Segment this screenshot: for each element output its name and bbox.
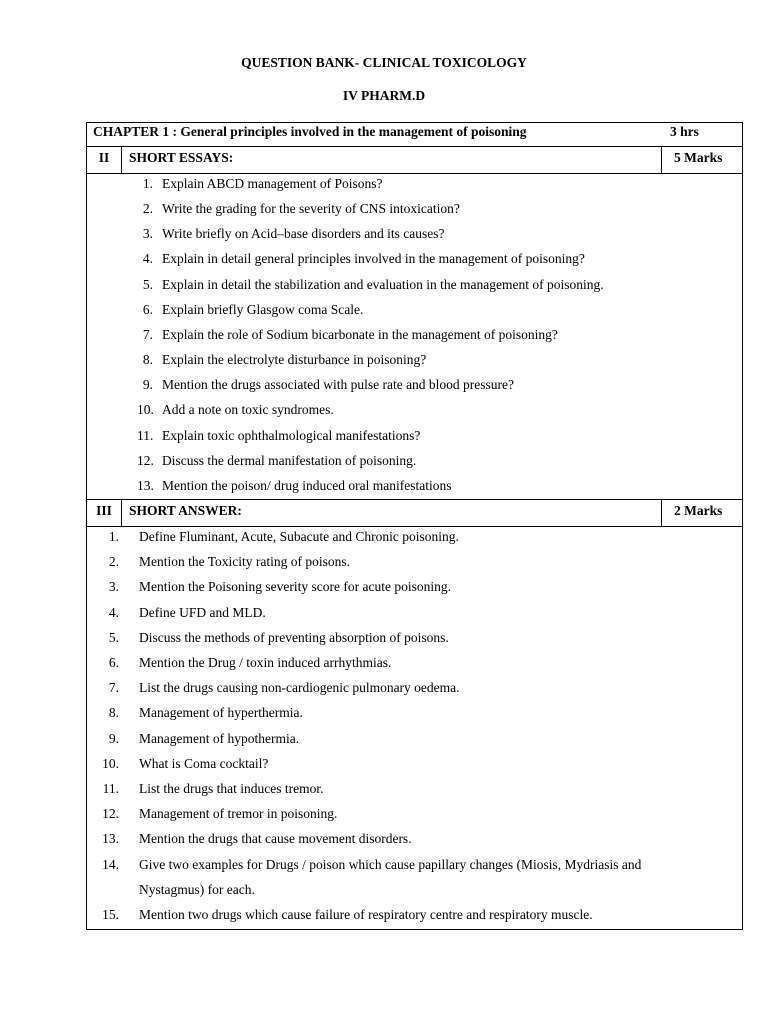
item-text: Write briefly on Acid–base disorders and its causes? (162, 226, 445, 242)
list-item (87, 201, 737, 219)
list-item (87, 478, 737, 496)
list-item (87, 705, 737, 723)
item-text: Management of hypothermia. (139, 730, 300, 746)
item-number: 3. (108, 579, 119, 595)
list-item (87, 428, 737, 446)
list-item (87, 856, 737, 897)
item-text: List the drugs that induces tremor. (139, 781, 324, 796)
column-divider (121, 499, 122, 526)
item-text: Discuss the methods of preventing absorption of poisons. (139, 629, 449, 645)
list-item (87, 453, 737, 471)
list-item (87, 251, 737, 269)
item-text: Give two examples for Drugs / poison which cause papillary changes (Miosis, Mydriasis and (139, 856, 642, 872)
item-number: 12. (137, 452, 154, 468)
list-item (87, 781, 737, 799)
item-text: List the drugs causing non-cardiogenic pulmonary oedema. (139, 680, 460, 696)
list-item (87, 756, 737, 774)
row-divider (87, 499, 742, 500)
chapter-duration: 3 hrs (670, 124, 699, 139)
section-marks: 2 Marks (674, 503, 723, 518)
item-text: Define Fluminant, Acute, Subacute and Chronic poisoning. (139, 529, 459, 544)
list-item (87, 605, 737, 623)
section-marks: 5 Marks (674, 150, 723, 165)
item-text: Mention the Drug / toxin induced arrhythmias. (139, 655, 392, 670)
list-item (87, 655, 737, 673)
item-number: 15. (102, 907, 119, 922)
item-number: 7. (142, 326, 153, 342)
item-text: Mention the drugs associated with pulse rate and blood pressure? (162, 377, 515, 393)
item-text: Explain briefly Glasgow coma Scale. (162, 301, 364, 317)
list-item (87, 731, 737, 749)
item-number: 5. (108, 629, 119, 645)
item-number: 5. (142, 276, 153, 292)
item-text: Explain in detail general principles involved in the management of poisoning? (162, 251, 585, 267)
item-number: 6. (142, 301, 153, 317)
item-number: 1. (108, 529, 119, 544)
section-roman-numeral: II (98, 150, 110, 165)
row-divider (87, 146, 742, 147)
item-text: What is Coma cocktail? (139, 755, 269, 771)
item-text: Mention the Toxicity rating of poisons. (139, 554, 351, 570)
item-number: 12. (102, 806, 119, 822)
item-text: Define UFD and MLD. (139, 604, 266, 620)
item-number: 3. (142, 226, 153, 242)
list-item (87, 277, 737, 295)
list-item (87, 806, 737, 824)
row-divider (87, 173, 742, 174)
item-text: Management of tremor in poisoning. (139, 806, 338, 822)
item-text: Management of hyperthermia. (139, 705, 303, 721)
item-number: 10. (137, 402, 154, 418)
item-number: 13. (102, 831, 119, 847)
item-text: Explain ABCD management of Poisons? (162, 176, 383, 191)
item-number: 6. (108, 655, 119, 670)
item-number: 10. (102, 755, 119, 771)
item-text: Explain the electrolyte disturbance in poisoning? (162, 352, 427, 368)
item-text: Explain toxic ophthalmological manifestations? (162, 427, 421, 443)
list-item (87, 529, 737, 547)
item-text: Explain the role of Sodium bicarbonate in the management of poisoning? (162, 326, 558, 342)
list-item (87, 377, 737, 395)
item-text: Write the grading for the severity of CNS intoxication? (162, 201, 460, 217)
column-divider (121, 146, 122, 173)
row-divider (87, 526, 742, 527)
list-item (87, 402, 737, 420)
document-title: QUESTION BANK- CLINICAL TOXICOLOGY (241, 55, 527, 70)
section-roman-numeral: III (96, 503, 112, 518)
list-item (87, 176, 737, 194)
item-number: 4. (142, 251, 153, 267)
item-number: 9. (142, 377, 153, 393)
list-item (87, 579, 737, 597)
item-text: Add a note on toxic syndromes. (162, 402, 334, 418)
item-number: 9. (108, 730, 119, 746)
item-number: 2. (108, 554, 119, 570)
chapter-title: CHAPTER 1 : General principles involved in the management of poisoning (93, 124, 527, 139)
section-heading-short-essays: SHORT ESSAYS: (129, 150, 234, 165)
list-item (87, 907, 737, 925)
list-item (87, 630, 737, 648)
list-item (87, 554, 737, 572)
question-table (86, 122, 743, 930)
document-subtitle: IV PHARM.D (342, 88, 426, 103)
item-number: 7. (108, 680, 119, 696)
item-text: Discuss the dermal manifestation of poisoning. (162, 452, 417, 468)
list-item (87, 680, 737, 698)
item-text: Mention two drugs which cause failure of respiratory centre and respiratory muscle. (139, 907, 593, 922)
item-number: 13. (137, 477, 154, 493)
item-number: 2. (142, 201, 153, 217)
list-item (87, 352, 737, 370)
item-number: 4. (108, 604, 119, 620)
item-number: 8. (142, 352, 153, 368)
section-heading-short-answer: SHORT ANSWER: (129, 503, 242, 518)
item-number: 11. (102, 781, 119, 796)
item-text: Explain in detail the stabilization and evaluation in the management of poisoning. (162, 276, 604, 292)
item-text-continued: Nystagmus) for each. (139, 881, 255, 897)
list-item (87, 302, 737, 320)
list-item (87, 226, 737, 244)
item-number: 1. (142, 176, 153, 191)
item-number: 11. (137, 427, 154, 443)
list-item (87, 327, 737, 345)
item-number: 8. (108, 705, 119, 721)
item-text: Mention the poison/ drug induced oral manifestations (162, 477, 452, 493)
column-divider (661, 499, 662, 526)
item-text: Mention the Poisoning severity score for acute poisoning. (139, 579, 451, 595)
item-number: 14. (102, 856, 119, 872)
item-text: Mention the drugs that cause movement disorders. (139, 831, 412, 847)
list-item (87, 831, 737, 849)
column-divider (661, 146, 662, 173)
